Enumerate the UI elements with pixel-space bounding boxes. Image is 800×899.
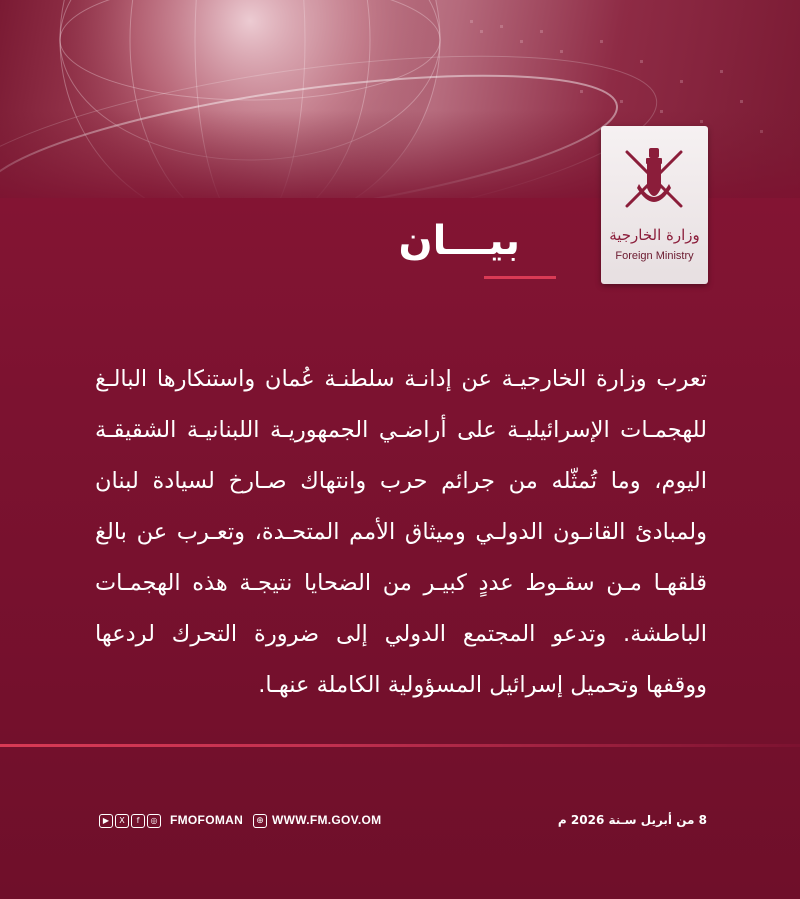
social-icons	[99, 814, 161, 828]
ministry-logo	[601, 126, 708, 284]
x-icon[interactable]: X	[115, 814, 129, 828]
logo-english-name: Foreign Ministry	[615, 250, 694, 262]
logo-arabic-name: وزارة الخارجية	[609, 226, 700, 244]
website-link[interactable]: WWW.FM.GOV.OM	[272, 813, 382, 827]
page-title: بيـــان	[398, 218, 520, 264]
web-globe-icon: ⊕	[253, 814, 267, 828]
title-underline	[484, 276, 556, 279]
facebook-icon[interactable]: f	[131, 814, 145, 828]
social-handle[interactable]: FMOFOMAN	[170, 813, 244, 827]
statement-body: تعرب وزارة الخارجيـة عن إدانـة سلطنـة عُمان واستنكارها البالـغ للهجمـات الإسرائيليـة على أراضـي الجمهوريـة اللبنانيـة الشقيقـة اليوم، وما تُمثّله من جرائم حرب وانتهاك صـارخ لسيادة لبنان ولمبادئ القانـون الدولـي وميثاق الأمم المتحـدة، وتعـرب عن بالغ قلقهـا مـن سقـوط عددٍ كبيـر من الضحايا نتيجـة هذه الهجمـات الباطشة. وتدعو المجتمع الدولي إلى ضرورة التحرك لردعها ووقفها وتحميل إسرائيل المسؤولية الكاملة عنهـا.	[95, 366, 707, 698]
divider-line	[0, 744, 800, 747]
oman-khanjar-emblem-icon	[619, 144, 689, 224]
youtube-icon[interactable]: ▶	[99, 814, 113, 828]
instagram-icon[interactable]: ◎	[147, 814, 161, 828]
footer	[0, 813, 800, 833]
statement-date: 8 من أبريل سـنة 2026 م	[557, 813, 707, 827]
